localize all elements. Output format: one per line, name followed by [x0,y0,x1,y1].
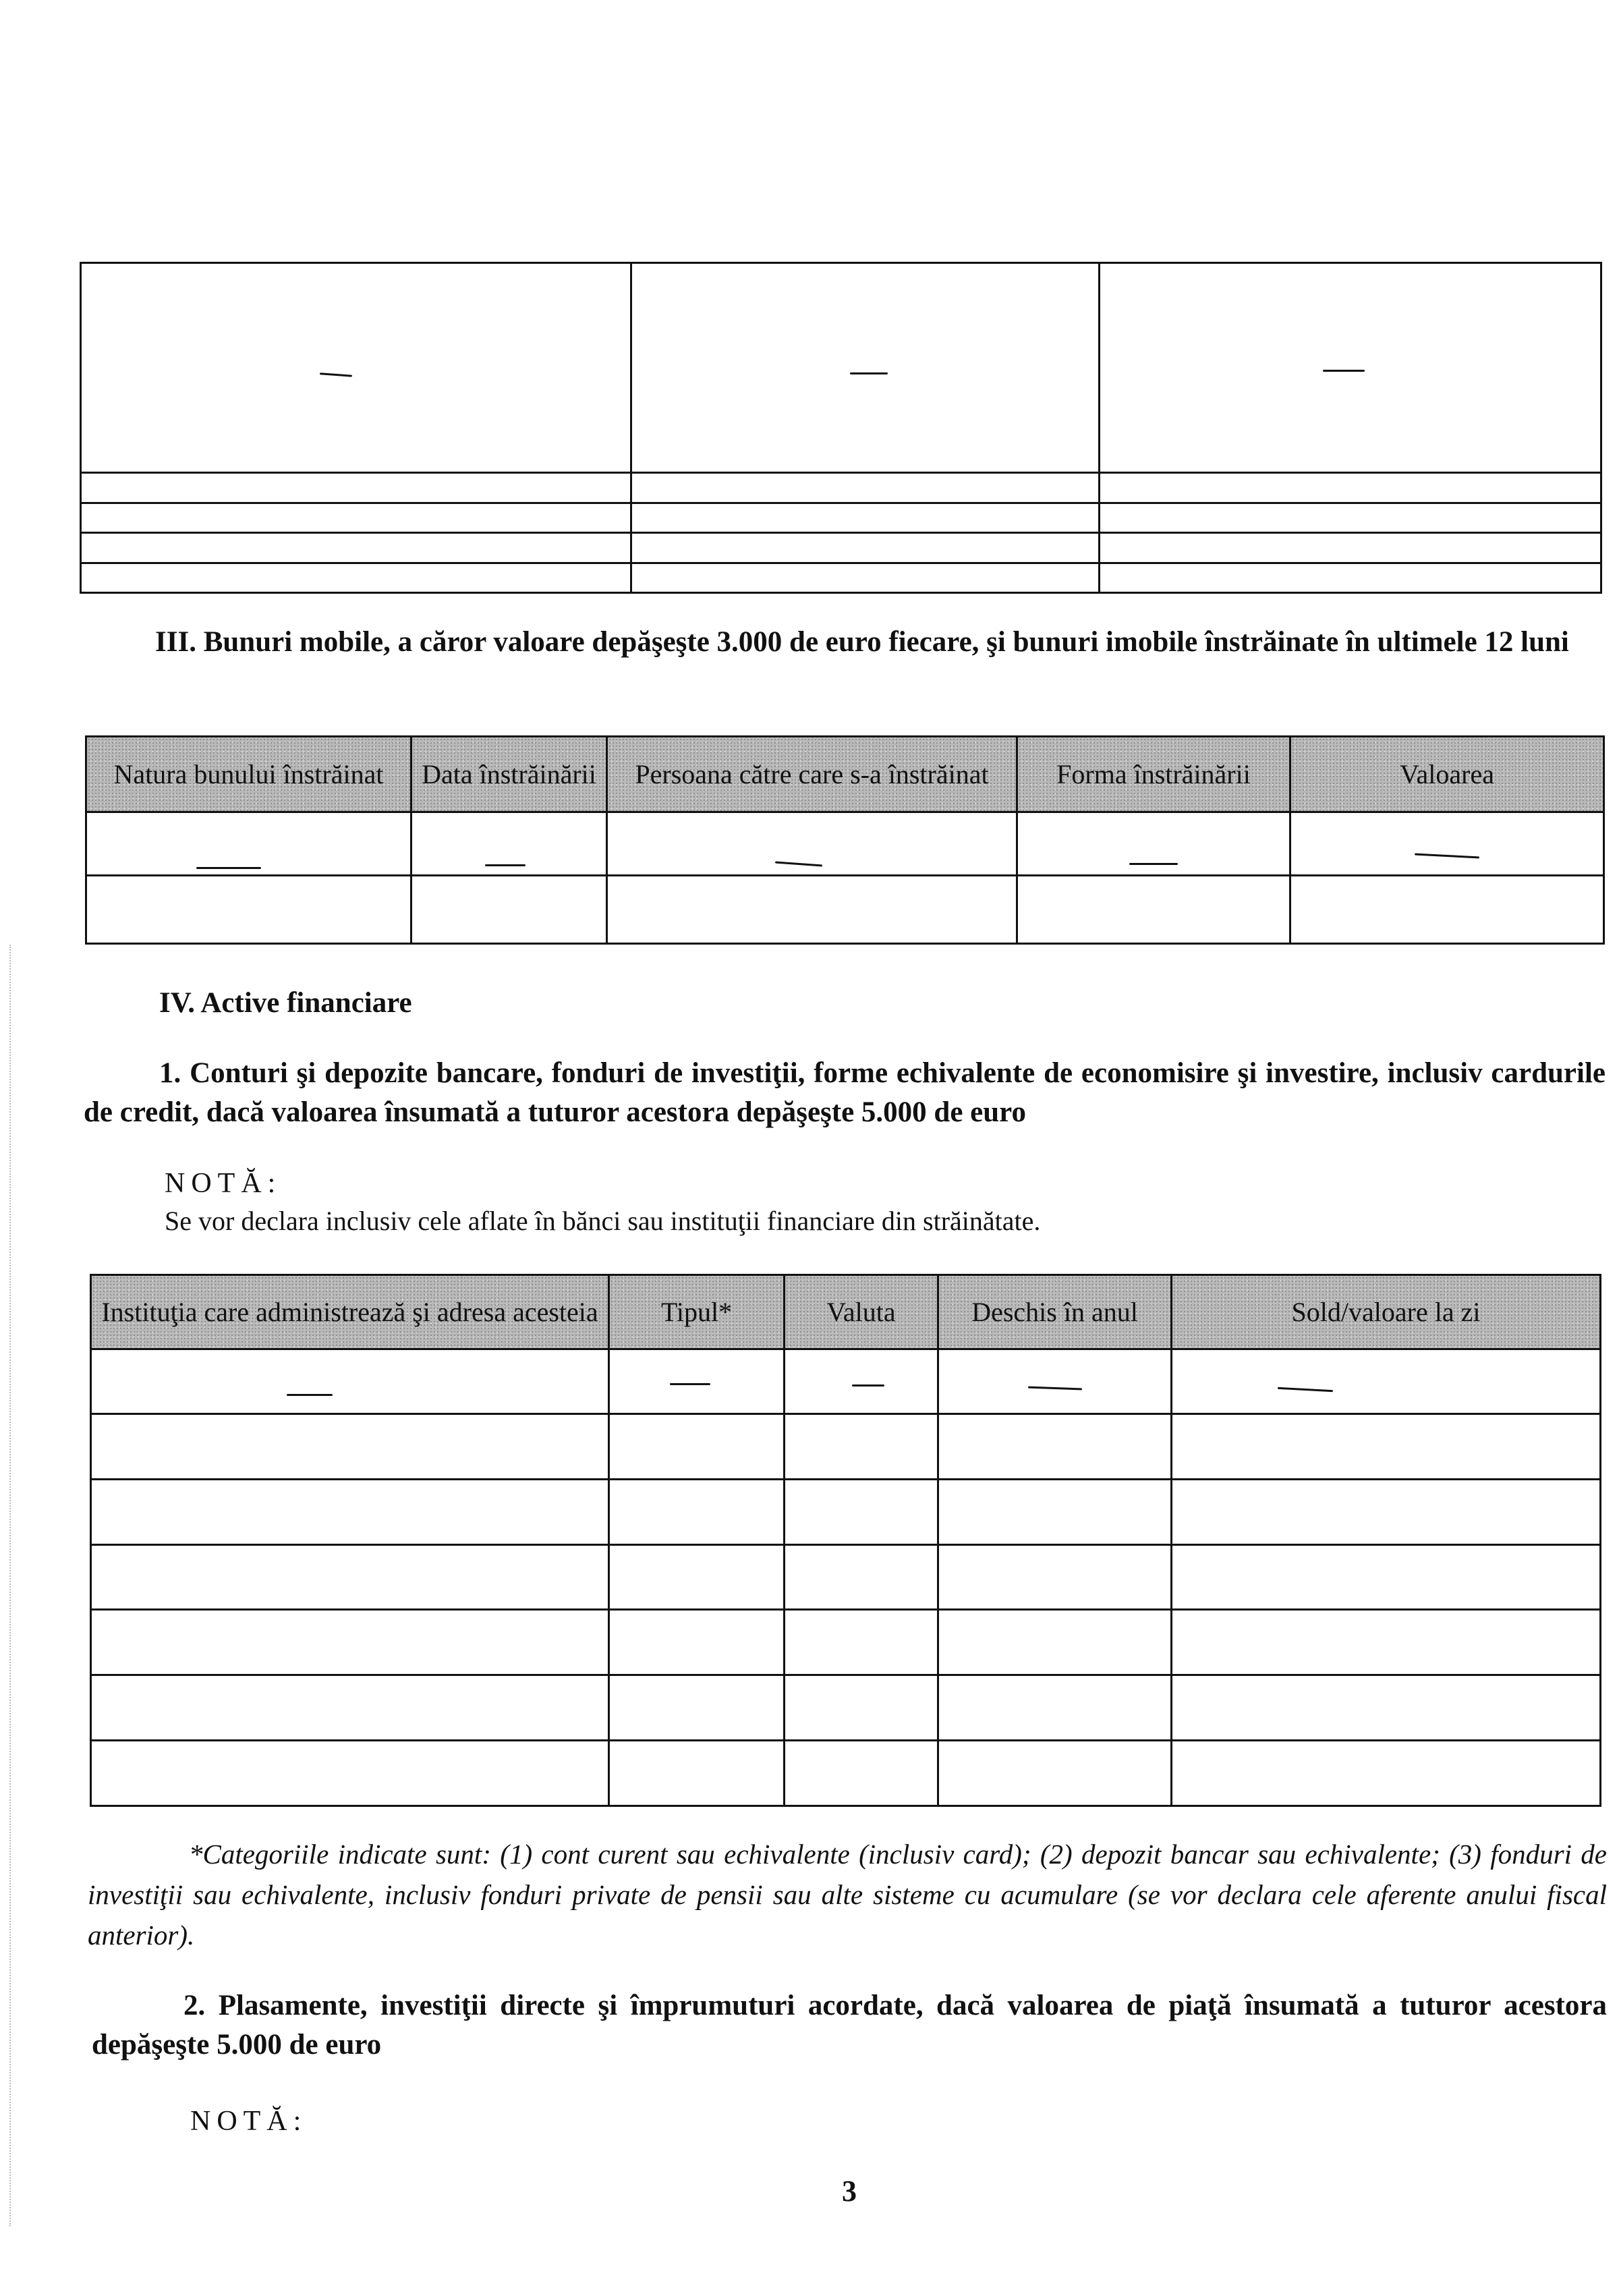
section-4-title: IV. Active financiare [159,987,412,1019]
header-institutia: Instituţia care administrează şi adresa acesteia [91,1275,609,1349]
table-row [91,1414,1601,1480]
table-prev-section [80,262,1602,594]
header-valuta: Valuta [785,1275,938,1349]
table-row [91,1349,1601,1414]
header-tipul: Tipul* [609,1275,785,1349]
table-row [81,263,1601,473]
table-cell-dash [86,812,411,876]
note-text-1: Se vor declara inclusiv cele aflate în bănci sau instituţii financiare din străinătate. [165,1206,1041,1236]
dash-mark [774,862,822,867]
header-natura-bunului: Natura bunului înstrăinat [86,737,411,812]
table-cell-dash [411,812,607,876]
header-deschis-in-anul: Deschis în anul [938,1275,1172,1349]
dash-mark [196,867,261,869]
table-cell-dash [1172,1349,1601,1414]
table-cell-dash [1290,812,1604,876]
table-row [91,1610,1601,1675]
table-row [81,473,1601,503]
dash-mark [1027,1387,1081,1391]
dash-mark [1277,1387,1332,1392]
note-label-1: NOTĂ: [165,1168,282,1199]
table-cell-dash [938,1349,1172,1414]
table-cell-dash [1017,812,1290,876]
footnote-categories: *Categoriile indicate sunt: (1) cont curent sau echivalente (inclusiv card); (2) depozit bancar sau echivalente; (3) fonduri de investiţii sau echivalente, inclusiv fonduri private de pensii sau alte sisteme cu acumulare (se vor declara cele aferente anului fiscal anterior). [88,1839,1607,1951]
table-cell-dash [631,263,1100,473]
table-section-3 [85,735,1605,945]
dash-mark [287,1394,333,1396]
table-header-row [91,1275,1601,1349]
table-row [86,876,1604,944]
table-cell-dash [609,1349,785,1414]
table-row [81,503,1601,532]
header-forma-instrainarii: Forma înstrăinării [1017,737,1290,812]
table-cell-dash [81,263,631,473]
dash-mark [852,1384,884,1387]
table-section-4-1 [90,1274,1601,1807]
header-sold-valoare: Sold/valoare la zi [1172,1275,1601,1349]
table-cell-dash [91,1349,609,1414]
table-row [86,812,1604,876]
table-row [81,563,1601,592]
dash-mark [1415,853,1479,859]
table-row [81,533,1601,563]
note-label-2: NOTĂ: [190,2106,308,2137]
table-row [91,1741,1601,1806]
header-valoarea: Valoarea [1290,737,1604,812]
table-row [91,1479,1601,1544]
dash-mark [485,864,526,866]
table-row [91,1544,1601,1610]
dash-mark [319,372,351,376]
dash-mark [670,1383,710,1385]
section-4-item-2-title: 2. Plasamente, investiţii directe şi împrumuturi acordate, dacă valoarea de piaţă însumată a tuturor acestora depăşeşte 5.000 de euro [92,1990,1607,2061]
dash-mark [850,372,888,374]
dash-mark [1323,370,1365,372]
section-3-title: III. Bunuri mobile, a căror valoare depăşeşte 3.000 de euro fiecare, şi bunuri imobile înstrăinate în ultimele 12 luni [155,626,1569,658]
table-header-row [86,737,1604,812]
left-margin-dotted-line [9,945,11,2227]
table-cell-dash [785,1349,938,1414]
header-data-instrainarii: Data înstrăinării [411,737,607,812]
page-number: 3 [842,2175,857,2208]
dash-mark [1129,863,1178,865]
table-cell-dash [607,812,1017,876]
section-4-item-1-title: 1. Conturi şi depozite bancare, fonduri de investiţii, forme echivalente de economisire şi investire, inclusiv cardurile de credit, dacă valoarea însumată a tuturor acestora depăşeşte 5.000 de euro [84,1057,1606,1128]
header-persoana: Persoana către care s-a înstrăinat [607,737,1017,812]
table-cell-dash [1100,263,1601,473]
table-row [91,1675,1601,1741]
